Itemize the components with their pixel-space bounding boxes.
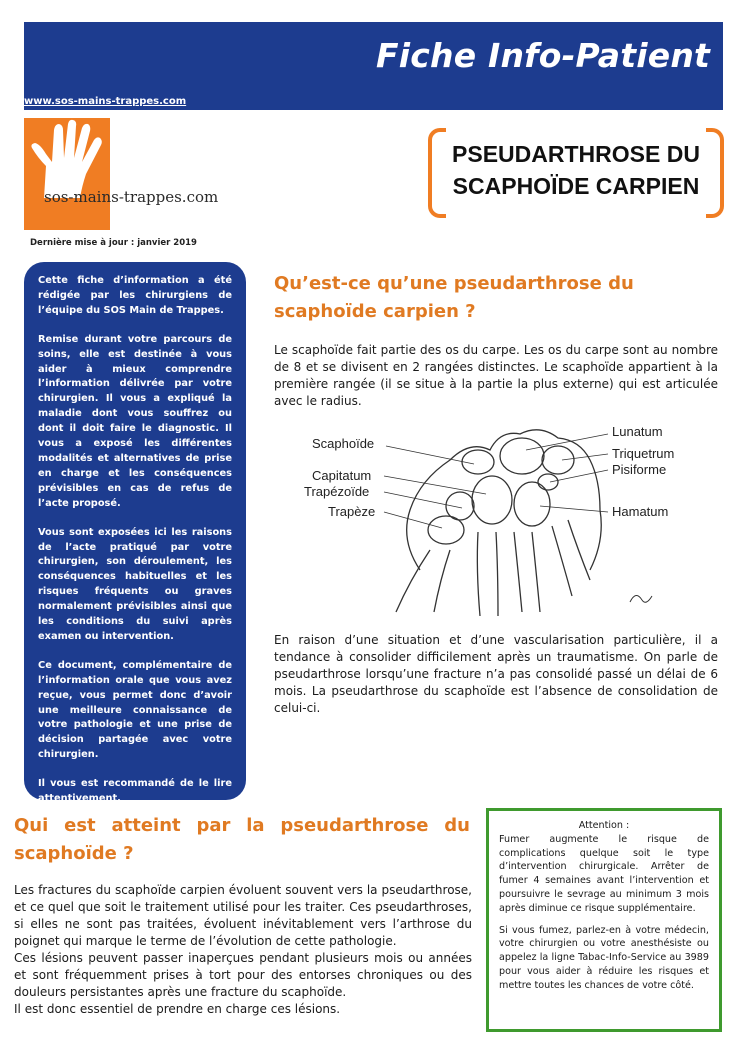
attention-paragraph: Fumer augmente le risque de complications quelque soit le type d’intervention chirurgicale. Arrêter de fumer 4 semaines avant l’intervention et poursuivre le sevrage au minimum 3 mois après diminue ce risque supplémentaire. xyxy=(499,833,709,914)
document-title xyxy=(446,138,706,202)
section2-heading: Qui est atteint par la pseudarthrose du scaphoïde ? xyxy=(14,815,470,864)
label-hamatum: Hamatum xyxy=(612,504,669,519)
logo-text: sos-mains-trappes.com xyxy=(44,188,219,206)
section2-body xyxy=(14,882,472,1018)
info-sidebar xyxy=(24,262,246,805)
sidebar-paragraph: Il vous est recommandé de le lire attentivement. xyxy=(38,778,232,805)
sidebar-paragraph: Cette fiche d’information a été rédigée par les chirurgiens de l’équipe du SOS Main de Trappes. xyxy=(38,275,232,316)
label-trapezoide: Trapézoïde xyxy=(304,484,370,499)
logo xyxy=(24,118,244,230)
document-title-line1: PSEUDARTHROSE DU xyxy=(452,141,700,167)
section1-paragraph1: Le scaphoïde fait partie des os du carpe. Les os du carpe sont au nombre de 8 et se divisent en 2 rangées distinctes. Le scaphoïde appartient à la première rangée (il se situe à la partie la plus externe) qui est articulée avec le radius. xyxy=(274,343,718,408)
site-url-link[interactable]: www.sos-mains-trappes.com xyxy=(24,96,187,107)
sidebar-paragraph: Remise durant votre parcours de soins, elle est destinée à vous aider à mieux comprendre l’information délivrée par votre chirurgien. Il vous a expliqué la maladie dont vous souffrez ou dont il doit faire le diagnostic. Il vous a exposé les différentes modalités et alternatives de prise en charge et les conséquences prévisibles en cas de refus de l’acte proposé. xyxy=(38,333,232,509)
section2-paragraph: Il est donc essentiel de prendre en charge ces lésions. xyxy=(14,1002,341,1016)
sidebar-paragraph: Ce document, complémentaire de l’information orale que vous avez reçue, vous permet donc d’avoir une meilleure connaissance de votre pathologie et une prise de décision partagée avec votre chirurgien. xyxy=(38,659,232,761)
section2-paragraph: Les fractures du scaphoïde carpien évoluent souvent vers la pseudarthrose, et ce quel que soit le traitement utilisé pour les traiter. Ces pseudarthroses, si elles ne sont pas traitées, évoluent inévitablement vers l’arthrose du poignet qui marque le terme de l’évolution de cette pathologie. xyxy=(14,883,472,948)
title-bracket-right xyxy=(706,128,724,218)
label-capitatum: Capitatum xyxy=(312,468,372,483)
label-pisiforme: Pisiforme xyxy=(612,462,667,477)
section2-paragraph: Ces lésions peuvent passer inaperçues pendant plusieurs mois ou années et sont fréquemment prises à tort pour des entorses chroniques ou des douleurs persistantes après une fracture du scaphoïde. xyxy=(14,951,472,999)
label-trapeze: Trapèze xyxy=(328,504,376,519)
title-bracket-left xyxy=(428,128,446,218)
page-header-title: Fiche Info-Patient xyxy=(376,36,710,75)
section1-paragraph2: En raison d’une situation et d’une vascularisation particulière, il a tendance à consolider difficilement après un traumatisme. On parle de pseudarthrose lorsqu’une fracture n’a pas consolidé passé un délai de 6 mois. La pseudarthrose du scaphoïde est l’absence de consolidation de celui-ci. xyxy=(274,633,718,715)
attention-box xyxy=(486,808,722,1032)
label-scaphoide: Scaphoïde xyxy=(312,436,375,451)
last-update: Dernière mise à jour : janvier 2019 xyxy=(30,238,197,248)
carpal-bones-figure xyxy=(300,420,710,620)
document-title-box xyxy=(428,128,724,214)
label-lunatum: Lunatum xyxy=(612,424,663,439)
attention-title: Attention : xyxy=(578,820,630,831)
hand-icon xyxy=(24,118,154,198)
sidebar-paragraph: Vous sont exposées ici les raisons de l’acte pratiqué par votre chirurgien, son déroulement, les conséquences habituelles et les risques fréquents ou graves normalement prévisibles ainsi que les conditions du suivi après examen ou intervention. xyxy=(38,526,232,642)
section1-heading: Qu’est-ce qu’une pseudarthrose du scaphoïde carpien ? xyxy=(274,273,634,322)
attention-paragraph: Si vous fumez, parlez-en à votre médecin, votre chirurgien ou votre anesthésiste ou appelez la ligne Tabac-Info-Service au 3989 pour vous aider à réduire les risques et mettre toutes les chances de votre côté. xyxy=(499,924,709,991)
label-triquetrum: Triquetrum xyxy=(612,446,675,461)
document-title-line2: SCAPHOÏDE CARPIEN xyxy=(452,173,700,199)
